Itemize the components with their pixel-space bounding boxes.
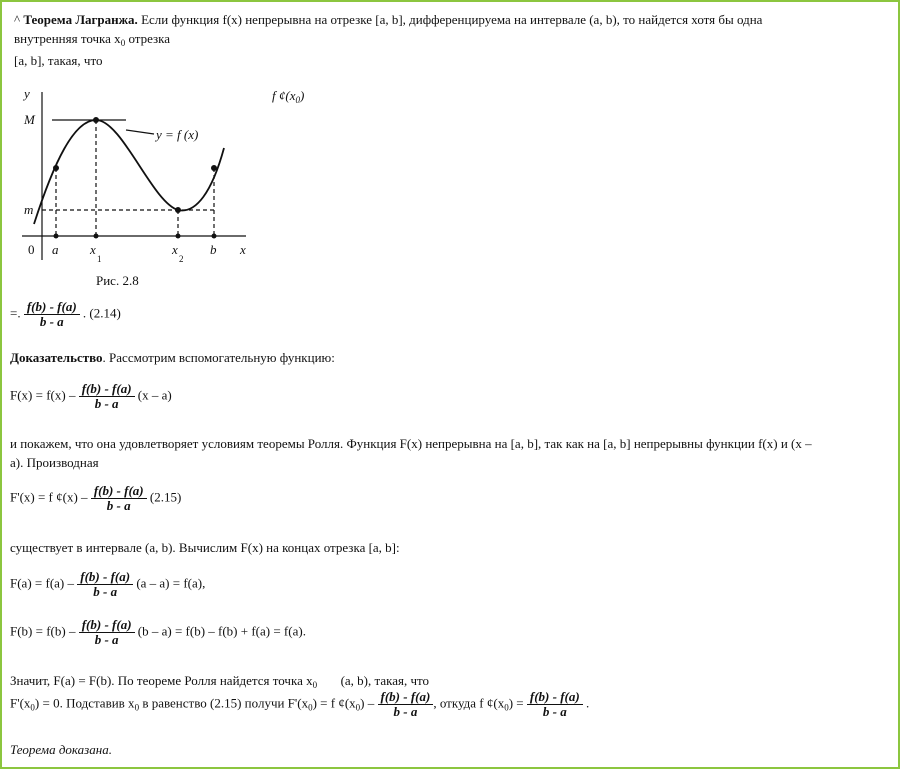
Fb-left: F(b) = f(b) – [10, 623, 76, 639]
final-line [10, 690, 589, 719]
theorem-text: Если функция f(x) непрерывна на отрезке [a, b], дифференцируема на интервале (a, b), то найдется хотя бы одна [137, 12, 763, 27]
fin-p3sub: 0 [308, 702, 313, 713]
theorem-line-1 [14, 12, 762, 27]
tick-b [212, 234, 217, 239]
x-label: x [240, 242, 246, 257]
b-label: b [210, 242, 217, 257]
theorem-title: Теорема Лагранжа. [23, 12, 138, 27]
deriv-left: F'(x) = f ¢(x) – [10, 489, 88, 505]
x1-label: x [90, 242, 96, 257]
proof-title: Доказательство [10, 350, 103, 365]
x2-label: x [172, 242, 178, 257]
f214-num: f(b) - f(a) [24, 300, 80, 315]
point-fb [211, 165, 217, 171]
fin-num1: f(b) - f(a) [378, 690, 434, 705]
F-of-b [10, 618, 306, 647]
x1-sub: 1 [97, 254, 102, 264]
F-of-a [10, 570, 205, 599]
fprime-close: ) [299, 88, 305, 103]
fin-p6sub: 0 [504, 702, 509, 713]
fin-p2: ) = 0. Подставив x [34, 695, 135, 711]
tick-x1 [94, 234, 99, 239]
curve-pointer [126, 130, 154, 134]
deriv-num: f(b) - f(a) [91, 484, 147, 499]
Fa-num: f(b) - f(a) [77, 570, 133, 585]
tick-a [54, 234, 59, 239]
f214-suffix: . (2.14) [82, 305, 121, 321]
tick-x2 [176, 234, 181, 239]
derivative-2-15 [10, 484, 181, 513]
point-max [93, 117, 99, 123]
a-label: a [52, 242, 59, 257]
fin-p7: ) = [508, 695, 524, 711]
aux-function [10, 382, 172, 411]
Fa-left: F(a) = f(a) – [10, 575, 74, 591]
deriv-fraction [91, 484, 147, 513]
x2-sub: 2 [179, 254, 184, 264]
para1-line2: a). Производная [10, 455, 99, 470]
aux-num: f(b) - f(a) [79, 382, 135, 397]
theorem-line-2 [14, 31, 170, 51]
Fb-den: b - a [94, 632, 119, 647]
point-min [175, 207, 181, 213]
para2: существует в интервале (a, b). Вычислим F(x) на концах отрезка [a, b]: [10, 540, 400, 555]
fprime-x0-label [272, 88, 304, 108]
fprime-sub: 0 [295, 95, 300, 105]
final-fraction-2 [527, 690, 583, 719]
concl-a: Значит, F(a) = F(b). По теореме Ролля найдется точка x [10, 673, 313, 688]
aux-fraction [79, 382, 135, 411]
f214-den: b - a [39, 314, 64, 329]
fin-p1sub: 0 [30, 702, 35, 713]
fin-p8: . [585, 695, 590, 711]
y-label: y [24, 86, 30, 101]
final-fraction-1 [378, 690, 434, 719]
curve-label: y = f (x) [156, 127, 199, 142]
theorem-line-3: [a, b], такая, что [14, 53, 103, 68]
fin-p6: , откуда f ¢(x [433, 695, 505, 711]
fin-den2: b - a [542, 704, 567, 719]
deriv-right: (2.15) [149, 489, 182, 505]
fin-p1: F'(x [10, 695, 31, 711]
caret-mark: ^ [14, 12, 24, 27]
sub-0: 0 [120, 38, 126, 48]
figure-caption: Рис. 2.8 [96, 273, 139, 288]
f214-prefix: =. [10, 305, 21, 321]
Fb-fraction [79, 618, 135, 647]
m-label: m [24, 202, 34, 217]
fin-p3: в равенство (2.15) получи F'(x [139, 695, 309, 711]
formula-2-14 [10, 300, 121, 329]
f214-fraction [24, 300, 80, 329]
fin-num2: f(b) - f(a) [527, 690, 583, 705]
aux-den: b - a [94, 396, 119, 411]
Fa-fraction [77, 570, 133, 599]
concl-sub: 0 [312, 680, 318, 690]
fin-p5: ) – [360, 695, 375, 711]
Fb-num: f(b) - f(a) [79, 618, 135, 633]
theorem-proved: Теорема доказана. [10, 742, 112, 757]
Fa-right: (a – a) = f(a), [136, 575, 206, 591]
theorem-text-2a: внутренняя точка x [14, 31, 121, 46]
theorem-text-2b: отрезка [125, 31, 171, 46]
aux-right: (x – a) [137, 387, 172, 403]
proof-heading [10, 350, 335, 365]
lagrange-figure [14, 82, 254, 292]
fin-p4: ) = f ¢(x [312, 695, 356, 711]
deriv-den: b - a [106, 498, 131, 513]
zero-label: 0 [28, 242, 35, 257]
fin-den1: b - a [393, 704, 418, 719]
fprime-text: f ¢(x [272, 88, 296, 103]
aux-left: F(x) = f(x) – [10, 387, 76, 403]
Fa-den: b - a [93, 584, 118, 599]
M-label: M [24, 112, 35, 127]
point-fa [53, 165, 59, 171]
fin-p2sub: 0 [134, 702, 140, 713]
fin-p4sub: 0 [355, 702, 361, 713]
para1-line1: и покажем, что она удовлетворяет условиям теоремы Ролля. Функция F(x) непрерывна на [a, b], так как на [a, b] непрерывны функции f(x) и (x – [10, 436, 812, 451]
Fb-right: (b – a) = f(b) – f(b) + f(a) = f(a). [137, 623, 306, 639]
proof-text: . Рассмотрим вспомогательную функцию: [102, 350, 335, 365]
concl-b:   (a, b), такая, что [317, 673, 430, 688]
